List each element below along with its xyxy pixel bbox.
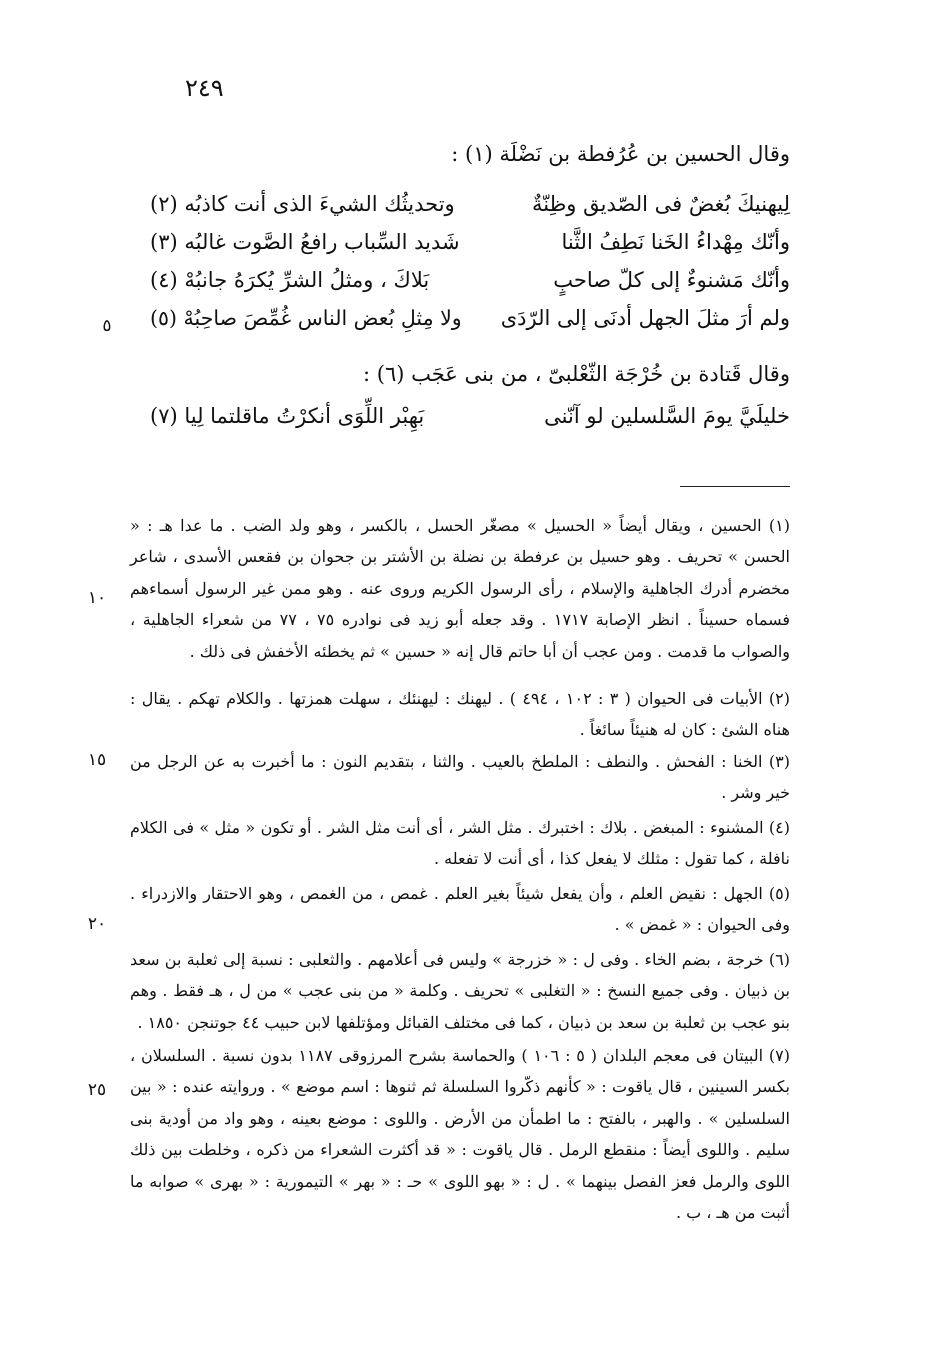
footnote-text: (٢) الأبيات فى الحيوان ( ٣ : ١٠٢ ، ٤٩٤ ) . ليهنك : ليهنئك ، سهلت همزتها . والكلام تهكم . يقال : هناه الشئ : كان له هنيئاً سائغاً .	[130, 689, 791, 740]
footnote-4	[130, 812, 790, 875]
footnote-text: (٥) الجهل : نقيض العلم ، وأن يفعل شيئاً بغير العلم . غمص ، من الغمص ، وهو الاحتقار والازدراء . وفى الحيوان : « غمض » .	[130, 884, 790, 935]
footnote-text: (١) الحسين ، ويقال أيضاً « الحسيل » مصغّر الحسل ، بالكسر ، وهو ولد الضب . ما عدا هـ : « الحسن » تحريف . وهو حسيل بن عرفطة بن نضلة بن الأشتر بن جحوان بن فقعس الأسدى ، شاعر مخضرم أدرك الجاهلية والإسلام ، رأى الرسول الكريم وروى عنه . وهو ممن غير الرسول أسماءهم فسماه حسيناً . انظر الإصابة ١٧١٧ . وقد جعله أبو زيد فى نوادره ٧٥ ، ٧٧ من شعراء الجاهلية ، والصواب ما قدمت . ومن عجب أن أبا حاتم قال إنه « حسين » ثم يخطئه الأخفش فى ذلك .	[130, 516, 791, 661]
verse-second-hemistich: بَهِبْر اللِّوَى أنكرْتُ ماقلتما لِيا (٧)	[150, 404, 425, 428]
verse-second-hemistich: وتحديثُك الشيءَ الذى أنت كاذبُه (٢)	[150, 192, 455, 216]
footnote-5	[130, 878, 790, 941]
footnote-text: (٦) خرجة ، بضم الخاء . وفى ل : « خزرجة » وليس فى أعلامهم . والثعلبى : نسبة إلى ثعلبة بن سعد بن ذبيان . وفى جميع النسخ : « التغلبى » تحريف . وكلمة « من بنى عجب » من ل ، هـ فقط . وهم بنو عجب بن ثعلبة بن سعد بن ذبيان ، كما فى مختلف القبائل ومؤتلفها لابن حبيب ٤٤ جوتنجن ١٨٥٠ .	[130, 950, 791, 1032]
page-number: ٢٤٩	[185, 74, 224, 102]
footnote-3	[130, 746, 790, 809]
verse-line	[150, 404, 790, 440]
poem-intro-1: وقال الحسين بن عُرُفطة بن نَضْلَة (١) :	[451, 142, 790, 166]
line-number-20: ٢٠	[87, 914, 107, 934]
footnote-text: (٣) الخنا : الفحش . والنطف : الملطخ بالعيب . والثنا ، بتقديم النون : ما أخبرت به عن الرجل من خير وشر .	[130, 752, 790, 803]
footnote-separator	[680, 486, 790, 487]
poem-intro-2: وقال قَتادة بن خُرْجَة الثّعْلبىّ ، من بنى عَجَب (٦) :	[362, 362, 790, 386]
footnote-1	[130, 510, 790, 667]
verse-line	[150, 268, 790, 304]
footnote-7	[130, 1040, 790, 1228]
verse-first-hemistich: وأنّك مِهْداءُ الخَنا نَطِفُ الثَّنا	[561, 230, 790, 254]
footnote-text: (٧) البيتان فى معجم البلدان ( ٥ : ١٠٦ ) والحماسة بشرح المرزوقى ١١٨٧ بدون نسبة . السلسلان ، بكسر السينين ، قال ياقوت : « كأنهم ذكّروا السلسلة ثم ثنوها : اسم موضع » . وروايته عنده : « بين السلسلين » . والهبر ، بالفتح : ما اطمأن من الأرض . واللوى : موضع بعينه ، وهو واد من أودية بنى سليم . واللوى أيضاً : منقطع الرمل . قال ياقوت : « قد أكثرت الشعراء من ذكره ، وخلطت بين ذلك اللوى والرمل فعز الفصل بينهما » . ل : « بهو اللوى » حـ : « بهر » التيمورية : « بهرى » صوابه ما أثبت من هـ ، ب .	[130, 1046, 790, 1223]
line-number-10: ١٠	[87, 588, 107, 608]
footnote-text: (٤) المشنوء : المبغض . بلاك : اختبرك . مثل الشر ، أى أنت مثل الشر . أو تكون « مثل » فى الكلام نافلة ، كما تقول : مثلك لا يفعل كذا ، أى أنت لا تفعله .	[130, 818, 790, 869]
footnote-6	[130, 944, 790, 1038]
verse-first-hemistich: خليلَيَّ يومَ السَّلسلين لو آنّنى	[544, 404, 790, 428]
footnote-2	[130, 683, 790, 746]
verse-line	[150, 230, 790, 266]
verse-line	[150, 192, 790, 228]
verse-line	[150, 306, 790, 342]
verse-first-hemistich: ولم أرَ مثلَ الجهل أدنَى إلى الرّدَى	[500, 306, 790, 330]
verse-second-hemistich: شَديد السِّباب رافعُ الصَّوت غالبُه (٣)	[150, 230, 460, 254]
verse-first-hemistich: لِيهنيكَ بُغضٌ فى الصّديق وظِنّةٌ	[531, 192, 790, 216]
line-number-15: ١٥	[87, 750, 107, 770]
verse-first-hemistich: وأنّك مَشنوءٌ إلى كلّ صاحبٍ	[553, 268, 790, 292]
line-number-5: ٥	[102, 316, 112, 336]
line-number-25: ٢٥	[87, 1080, 107, 1100]
verse-second-hemistich: ولا مِثلِ بُعض الناس غُمِّصَ صاحِبُهْ (٥)	[150, 306, 462, 330]
verse-second-hemistich: بَلاكَ ، ومثلُ الشرِّ يُكرَهُ جانبُهْ (٤)	[150, 268, 430, 292]
